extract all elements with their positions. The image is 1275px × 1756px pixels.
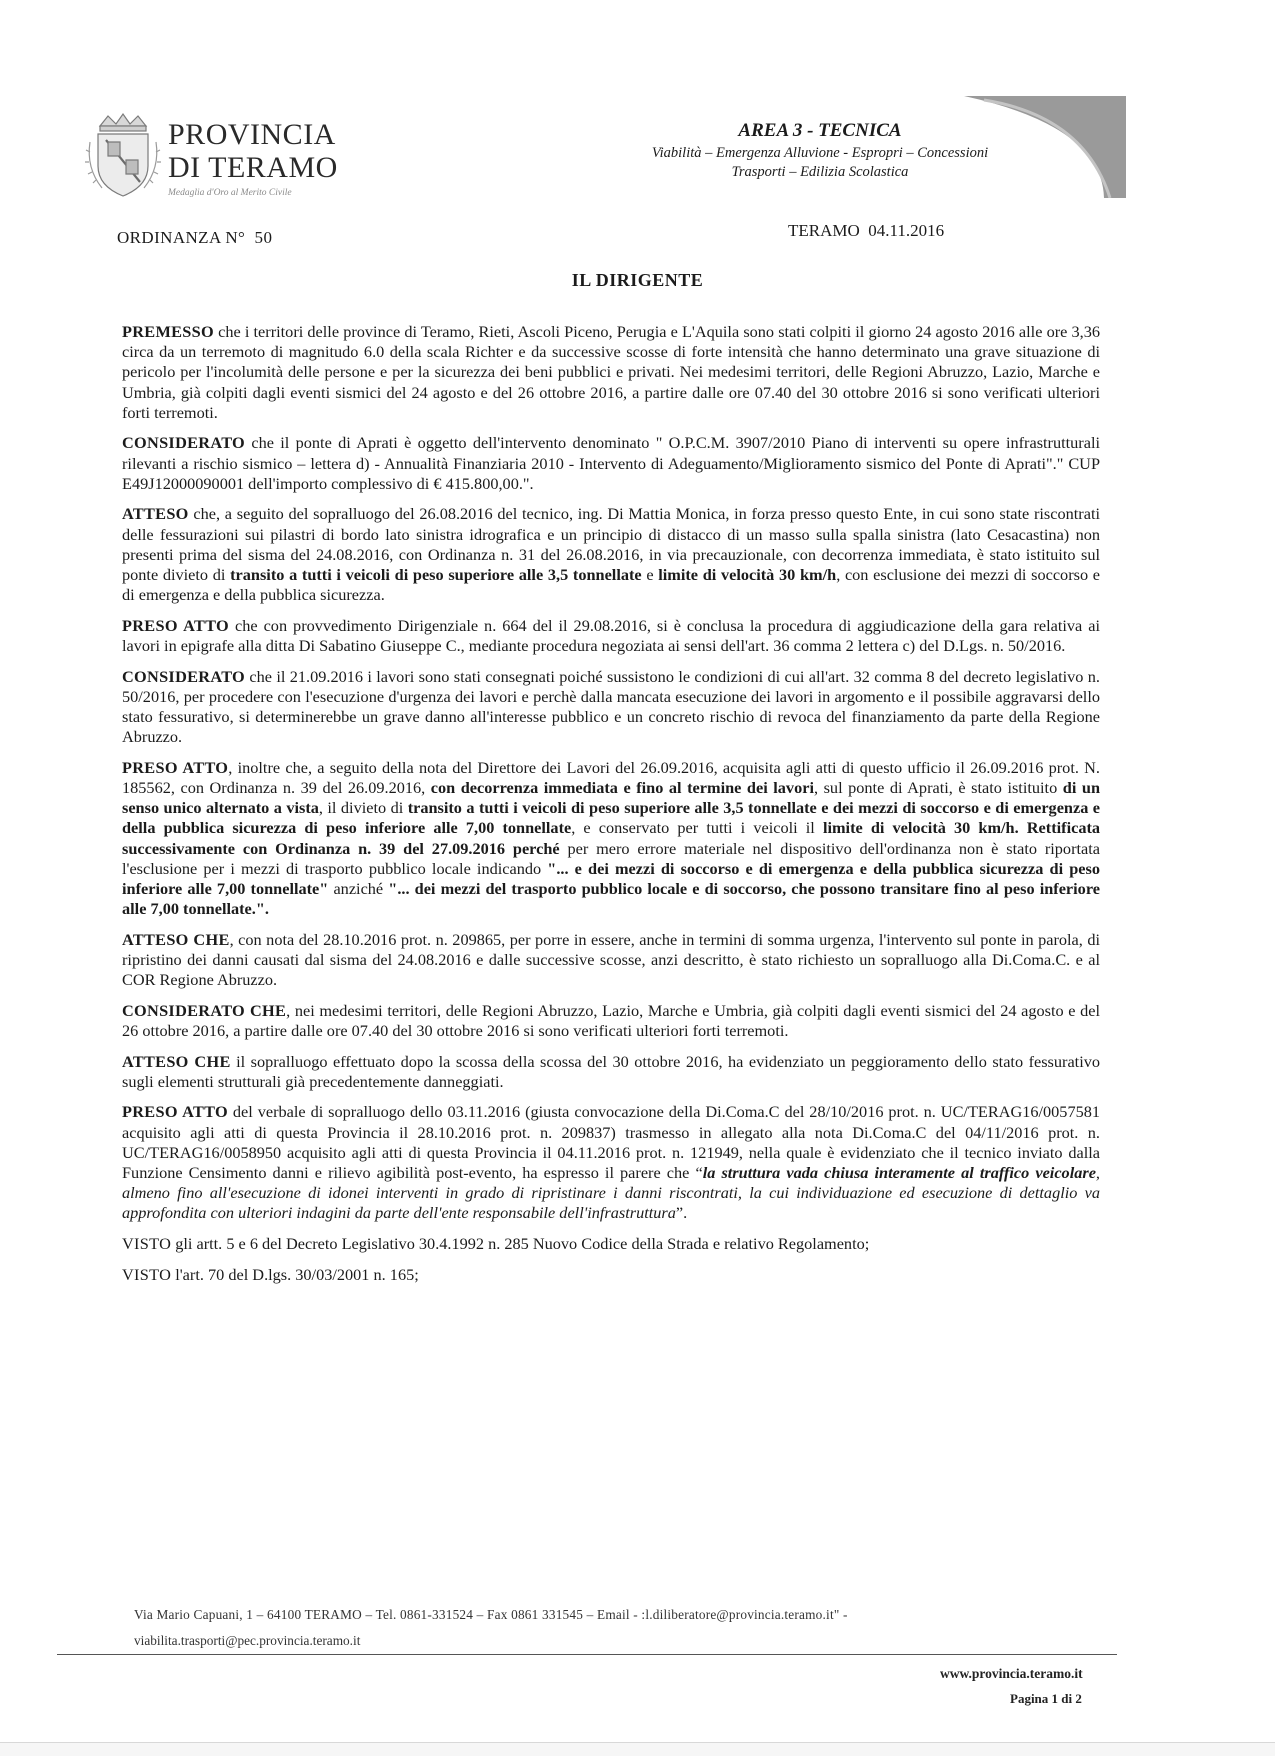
paragraph-text: , inoltre che, a seguito della nota del Direttore dei Lavori del 26.09.2016, acquisita agli atti di questo ufficio il 26.09.2016 prot. N. 185562, con Ordinanza n. 39 del 26.09.2016, — [122, 757, 1101, 798]
footer-address: Via Mario Capuani, 1 – 64100 TERAMO – Tel. 0861-331524 – Fax 0861 331545 – Email - :l.diliberatore@provincia.teramo.it" - — [134, 1607, 848, 1622]
department-line2: Trasporti – Edilizia Scolastica — [731, 164, 909, 180]
paragraph-text: , nei medesimi territori, delle Regioni Abruzzo, Lazio, Marche e Umbria, già colpiti dagli eventi sismici del 24 agosto e del 26 ottobre 2016, a partire dalle ore 07.40 del 30 ottobre 2016 si sono verificati ulteriori forti terremoti. — [122, 1000, 1101, 1041]
paragraph-keyword: PRESO ATTO — [122, 1102, 228, 1122]
paragraph-keyword: CONSIDERATO CHE — [122, 1000, 287, 1020]
paragraph-keyword: PREMESSO — [122, 322, 214, 341]
paragraph-bold: "... dei mezzi del trasporto pubblico locale e di soccorso, che possono transitare fino al peso inferiore alle 7,00 tonnellate.". — [122, 879, 1100, 919]
corner-decoration — [964, 96, 1126, 198]
province-name-line1: PROVINCIA — [168, 118, 336, 151]
paragraph-keyword: CONSIDERATO — [122, 433, 246, 453]
paragraph-bold: limite di velocità 30 km/h — [658, 565, 837, 585]
paragraph-preso-atto-3 — [122, 1102, 1100, 1223]
paragraph-text: , con esclusione dei mezzi di soccorso e di emergenza e della pubblica sicurezza. — [122, 565, 1101, 605]
paragraph-keyword: VISTO — [122, 1234, 172, 1254]
paragraph-quote-bold: la struttura vada chiusa interamente al traffico veicolare — [702, 1163, 1096, 1183]
paragraph-text: , sul ponte di Aprati, è stato istituito — [813, 778, 1063, 798]
province-name-line2: DI TERAMO — [168, 151, 338, 184]
ordinance-value: 50 — [254, 228, 273, 247]
paragraph-text: gli artt. 5 e 6 del Decreto Legislativo 30.4.1992 n. 285 Nuovo Codice della Strada e relativo Regolamento; — [171, 1234, 870, 1254]
paragraph-bold: con decorrenza immediata e fino al termine dei lavori — [430, 778, 814, 798]
paragraph-visto-2 — [122, 1265, 1100, 1285]
paragraph-bold: "... e dei mezzi di soccorso e di emergenza e della pubblica sicurezza di peso inferiore alle 7,00 tonnellate" — [122, 858, 1100, 899]
province-crest-icon — [84, 112, 162, 202]
department-line1: Viabilità – Emergenza Alluvione - Espropri – Concessioni — [651, 145, 989, 161]
paragraph-bold: transito a tutti i veicoli di peso superiore alle 3,5 tonnellate e dei mezzi di soccorso e di emergenza e della pubblica sicurezza di peso inferiore alle 7,00 tonnellate — [122, 798, 1101, 838]
paragraph-atteso-che-1 — [122, 930, 1100, 991]
paragraph-text: l'art. 70 del D.lgs. 30/03/2001 n. 165; — [171, 1264, 419, 1284]
province-motto: Medaglia d'Oro al Merito Civile — [168, 188, 292, 198]
paragraph-keyword: ATTESO CHE — [122, 929, 230, 949]
document-body — [122, 322, 1100, 1295]
paragraph-text: che il ponte di Aprati è oggetto dell'intervento denominato " O.P.C.M. 3907/2010 Piano di interventi su opere infrastrutturali rilevanti a rischio sismico – lettera d) - Annualità Finanziaria 2010 - Intervento di Adeguamento/Miglioramento sismico del Ponte di Aprati"." CUP E49J12000090001 dell'importo complessivo di € 415.800,00.". — [122, 433, 1100, 493]
paragraph-atteso-che-2 — [122, 1052, 1100, 1092]
paragraph-premesso — [122, 322, 1100, 423]
footer-pec: viabilita.trasporti@pec.provincia.teramo.it — [134, 1633, 361, 1648]
paragraph-preso-atto-2 — [122, 758, 1100, 920]
paragraph-keyword: VISTO — [122, 1264, 172, 1284]
footer-divider — [57, 1654, 1117, 1655]
paragraph-keyword: CONSIDERATO — [122, 666, 246, 686]
document-title: IL DIRIGENTE — [571, 270, 704, 290]
paragraph-text: del verbale di sopralluogo dello 03.11.2016 (giusta convocazione della Di.Coma.C del 28/10/2016 prot. n. UC/TERAG16/0057581 acquisito agli atti di questa Provincia il 28.10.2016 prot. n. 209837) trasmesso in allegato alla nota Di.Coma.C del 04/11/2016 prot. n. UC/TERAG16/0058950 acquisito agli atti di questa Provincia il 04.11.2016 prot. n. 121949, nella quale è evidenziato che il tecnico inviato dalla Funzione Censimento danni e rilievo agibilità post-evento, ha espresso il parere che “ — [122, 1102, 1101, 1183]
paragraph-preso-atto-1 — [122, 616, 1100, 656]
paragraph-bold: transito a tutti i veicoli di peso superiore alle 3,5 tonnellate — [230, 565, 642, 585]
ordinance-number — [117, 228, 272, 248]
page-number: Pagina 1 di 2 — [1010, 1691, 1082, 1706]
paragraph-text: che il 21.09.2016 i lavori sono stati consegnati poiché sussistono le condizioni di cui all'art. 32 comma 8 del decreto legislativo n. 50/2016, per procedere con l'esecuzione d'urgenza dei lavori e perchè dalla mancata esecuzione dei lavori in argomento e il possibile aggravarsi dello stato fessurativo, si determinerebbe un grave danno all'interesse pubblico e un concreto rischio di revoca del finanziamento da parte della Regione Abruzzo. — [122, 666, 1100, 747]
department-title: AREA 3 - TECNICA — [738, 120, 902, 141]
paragraph-bold: di un senso unico alternato a vista — [122, 778, 1101, 818]
paragraph-keyword: ATTESO — [122, 504, 189, 524]
paragraph-considerato-2 — [122, 667, 1100, 748]
paragraph-considerato-1 — [122, 433, 1100, 494]
province-name — [168, 118, 338, 184]
paragraph-quote: , almeno fino all'esecuzione di idonei interventi in grado di ripristinare i danni riscontrati, la cui individuazione ed esecuzione di dettaglio va approfondita con ulteriori indagini da parte dell'ente responsabile dell'infrastruttura — [122, 1163, 1100, 1223]
paragraph-text: , e conservato per tutti i veicoli il — [571, 818, 823, 838]
paragraph-text: ”. — [675, 1203, 688, 1223]
paragraph-atteso-1 — [122, 504, 1100, 605]
place-date — [788, 221, 944, 241]
date: 04.11.2016 — [868, 221, 945, 240]
paragraph-bold: limite di velocità 30 km/h. Rettificata successivamente con Ordinanza n. 39 del 27.09.2016 perché — [122, 818, 1101, 858]
ordinance-label: ORDINANZA N° — [117, 228, 246, 247]
paragraph-text: il sopralluogo effettuato dopo la scossa della scossa del 30 ottobre 2016, ha evidenziato un peggioramento dello stato fessurativo sugli elementi strutturali già precedentemente danneggiati. — [122, 1051, 1101, 1091]
paragraph-text: , con nota del 28.10.2016 prot. n. 209865, per porre in essere, anche in termini di somma urgenza, l'intervento sul ponte in parola, di ripristino dei danni causati dal sisma del 24.08.2016 e dalle successive scosse, anzi descritto, è stato richiesto un sopralluogo alla Di.Coma.C. e al COR Regione Abruzzo. — [122, 929, 1101, 990]
paragraph-text: anziché — [328, 879, 389, 899]
paragraph-text: che, a seguito del sopralluogo del 26.08.2016 del tecnico, ing. Di Mattia Monica, in forza presso questo Ente, in cui sono state riscontrati delle fessurazioni sui pilastri di bordo lato sinistra idrografica e un principio di distacco di un masso sulla spalla sinistra (lato Cesacastina) non presenti prima del sisma del 24.08.2016, con Ordinanza n. 31 del 26.08.2016, in via precauzionale, con decorrenza immediata, è stato istituito sul ponte divieto di — [122, 504, 1100, 585]
paragraph-text: che i territori delle province di Teramo, Rieti, Ascoli Piceno, Perugia e L'Aquila sono stati colpiti il giorno 24 agosto 2016 alle ore 3,36 circa da un terremoto di magnitudo 6.0 della scala Richter e da successive scosse di forte intensità che hanno determinato una grave situazione di pericolo per l'incolumità delle persone e per la sicurezza dei beni pubblici e privati. Nei medesimi territori, delle Regioni Abruzzo, Lazio, Marche e Umbria, già colpiti dagli eventi sismici del 24 agosto e del 26 ottobre 2016, a partire dalle ore 07.40 del 30 ottobre 2016 si sono verificati ulteriori forti terremoti. — [122, 322, 1100, 422]
paragraph-text: e — [641, 565, 659, 585]
paragraph-text: per mero errore materiale nel dispositivo dell'ordinanza non è stato riportata l'esclusione per i mezzi di trasporto pubblico locale indicando — [122, 838, 1100, 878]
paragraph-text: che con provvedimento Dirigenziale n. 664 del il 29.08.2016, si è conclusa la procedura di aggiudicazione della gara relativa ai lavori in epigrafe alla ditta Di Sabatino Giuseppe C., mediante procedura negoziata ai sensi dell'art. 36 comma 2 lettera c) del D.Lgs. n. 50/2016. — [122, 615, 1100, 656]
paragraph-text: , il divieto di — [318, 798, 408, 818]
page-edge — [0, 1742, 1275, 1756]
paragraph-keyword: ATTESO CHE — [122, 1051, 231, 1071]
paragraph-keyword: PRESO ATTO — [122, 615, 230, 635]
paragraph-considerato-che — [122, 1001, 1100, 1041]
paragraph-keyword: PRESO ATTO — [122, 757, 229, 777]
paragraph-visto-1 — [122, 1234, 1100, 1254]
place: TERAMO — [788, 221, 860, 240]
footer-website: www.provincia.teramo.it — [940, 1666, 1083, 1681]
